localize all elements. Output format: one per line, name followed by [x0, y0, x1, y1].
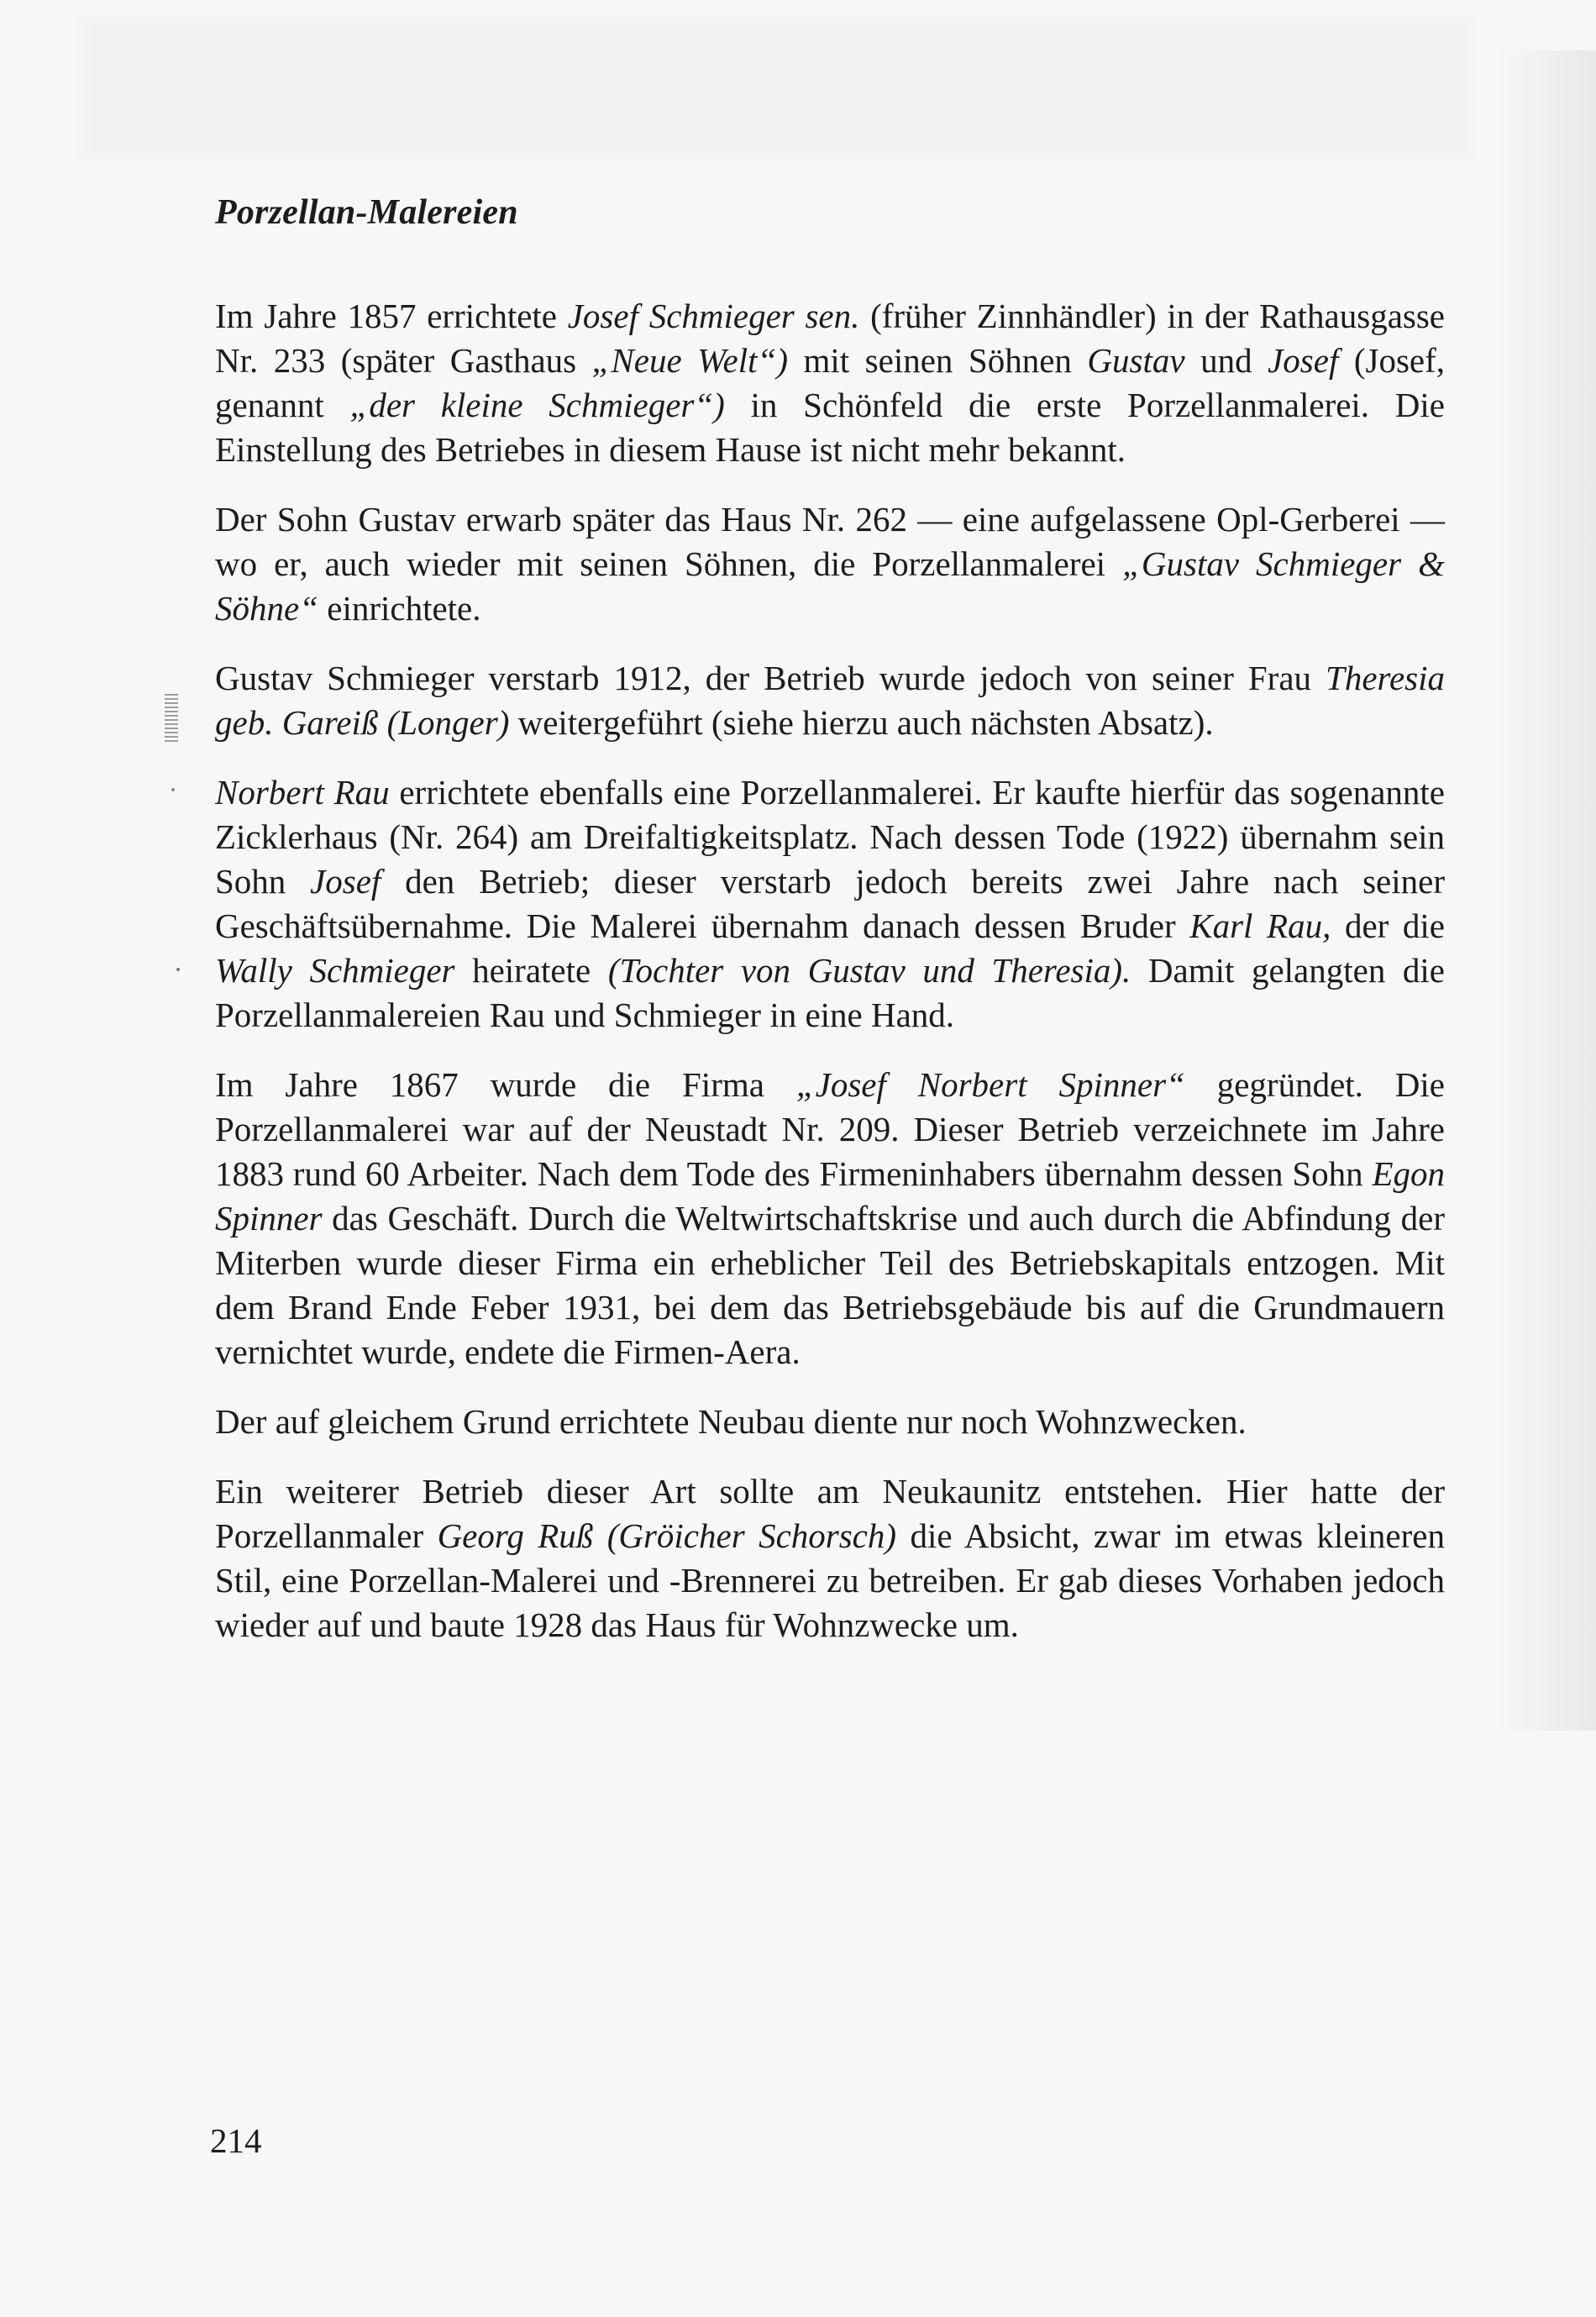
- text-run: gegründet. Die Porzellanmalerei war auf der Neustadt Nr. 209. Dieser Betrieb verzeichnete im Jahre 1883 rund 60 Arbeiter. Nach dem Tode des Firmeninhabers übernahm dessen Sohn: [215, 1065, 1445, 1194]
- text-run: mit seinen Söhnen: [788, 341, 1088, 381]
- italic-run: Gustav: [1087, 341, 1185, 381]
- paragraph: [215, 1469, 1445, 1647]
- text-run: Im Jahre 1857 errichtete: [215, 297, 568, 336]
- text-run: den Betrieb; dieser verstarb jedoch bereits zwei Jahre nach seiner Geschäftsübernahme. Die Malerei übernahm danach dessen Bruder: [215, 862, 1445, 946]
- margin-dot: [171, 788, 175, 791]
- text-run: Gustav Schmieger verstarb 1912, der Betrieb wurde jedoch von seiner Frau: [215, 659, 1326, 698]
- text-run: Der Sohn Gustav erwarb später das Haus Nr. 262 — eine aufgelassene Opl-Gerberei — wo er, auch wieder mit seinen Söhnen, die Porzellanmalerei: [215, 500, 1445, 584]
- paragraph: [215, 770, 1445, 1038]
- text-run: Ein weiterer Betrieb dieser Art sollte am Neukaunitz entstehen. Hier hatte der Porzellanmaler: [215, 1472, 1445, 1556]
- text-run: der die: [1331, 906, 1445, 946]
- text-run: das Geschäft. Durch die Weltwirtschaftskrise und auch durch die Abfindung der Miterben wurde dieser Firma ein erheblicher Teil des Betriebskapitals entzogen. Mit dem Brand Ende Feber 1931, bei dem das Betriebsgebäude bis auf die Grundmauern vernichtet wurde, endete die Firmen-Aera.: [215, 1199, 1445, 1372]
- text-run: in Schönfeld die erste Porzellanmalerei. Die Einstellung des Betriebes in diesem Hause ist nicht mehr bekannt.: [215, 386, 1445, 470]
- italic-run: Theresia geb. Gareiß (Longer): [215, 659, 1445, 743]
- text-run: und: [1184, 341, 1268, 381]
- paragraph: [215, 497, 1445, 631]
- italic-run: Georg Ruß (Gröicher Schorsch): [437, 1516, 897, 1556]
- text-run: einrichtete.: [318, 589, 481, 628]
- italic-run: Josef Schmieger sen.: [567, 297, 860, 336]
- italic-run: „der kleine Schmieger“): [349, 386, 725, 425]
- text-run: (Josef, genannt: [215, 341, 1446, 425]
- text-run: heiratete: [454, 951, 608, 990]
- italic-run: Josef: [1268, 341, 1339, 381]
- bleed-through-top: [84, 17, 1470, 160]
- italic-run: „Gustav Schmieger & Söhne“: [215, 544, 1445, 628]
- paragraph: [215, 1400, 1445, 1444]
- italic-run: „Josef Norbert Spinner“: [795, 1065, 1185, 1105]
- italic-run: (Tochter von Gustav und Theresia).: [607, 951, 1131, 990]
- italic-run: Egon Spinner: [215, 1154, 1445, 1238]
- text-run: errichtete ebenfalls eine Porzellanmalerei. Er kaufte hierfür das sogenannte Zicklerhaus (Nr. 264) am Dreifaltigkeitsplatz. Nach dessen Tode (1922) übernahm sein Sohn: [215, 773, 1445, 901]
- paragraph: [215, 656, 1445, 745]
- italic-run: „Neue Welt“): [591, 341, 788, 381]
- italic-run: Josef: [310, 862, 381, 901]
- italic-run: Karl Rau,: [1189, 906, 1331, 946]
- paragraph: [215, 294, 1445, 472]
- text-run: (früher Zinnhändler) in der Rathausgasse Nr. 233 (später Gasthaus: [215, 297, 1445, 381]
- page-content: [215, 192, 1445, 1673]
- margin-mark: [165, 694, 178, 744]
- paragraph: [215, 1063, 1445, 1374]
- text-run: Der auf gleichem Grund errichtete Neubau diente nur noch Wohnzwecken.: [215, 1402, 1247, 1442]
- text-run: Damit gelangten die Porzellanmalereien Rau und Schmieger in eine Hand.: [215, 951, 1446, 1035]
- text-run: die Absicht, zwar im etwas kleineren Stil, eine Porzellan-Malerei und -Brennerei zu betreiben. Er gab dieses Vorhaben jedoch wieder auf und baute 1928 das Haus für Wohnzwecke um.: [215, 1516, 1445, 1645]
- text-run: Im Jahre 1867 wurde die Firma: [215, 1065, 796, 1105]
- bleed-through-right: [1495, 50, 1596, 1731]
- italic-run: Norbert Rau: [215, 773, 390, 812]
- margin-dot: [176, 968, 180, 971]
- text-run: weitergeführt (siehe hierzu auch nächsten Absatz).: [509, 703, 1214, 743]
- body-text: [215, 294, 1445, 1647]
- section-heading: Porzellan-Malereien: [215, 193, 518, 232]
- italic-run: Wally Schmieger: [215, 951, 455, 990]
- page-number: 214: [210, 2121, 262, 2160]
